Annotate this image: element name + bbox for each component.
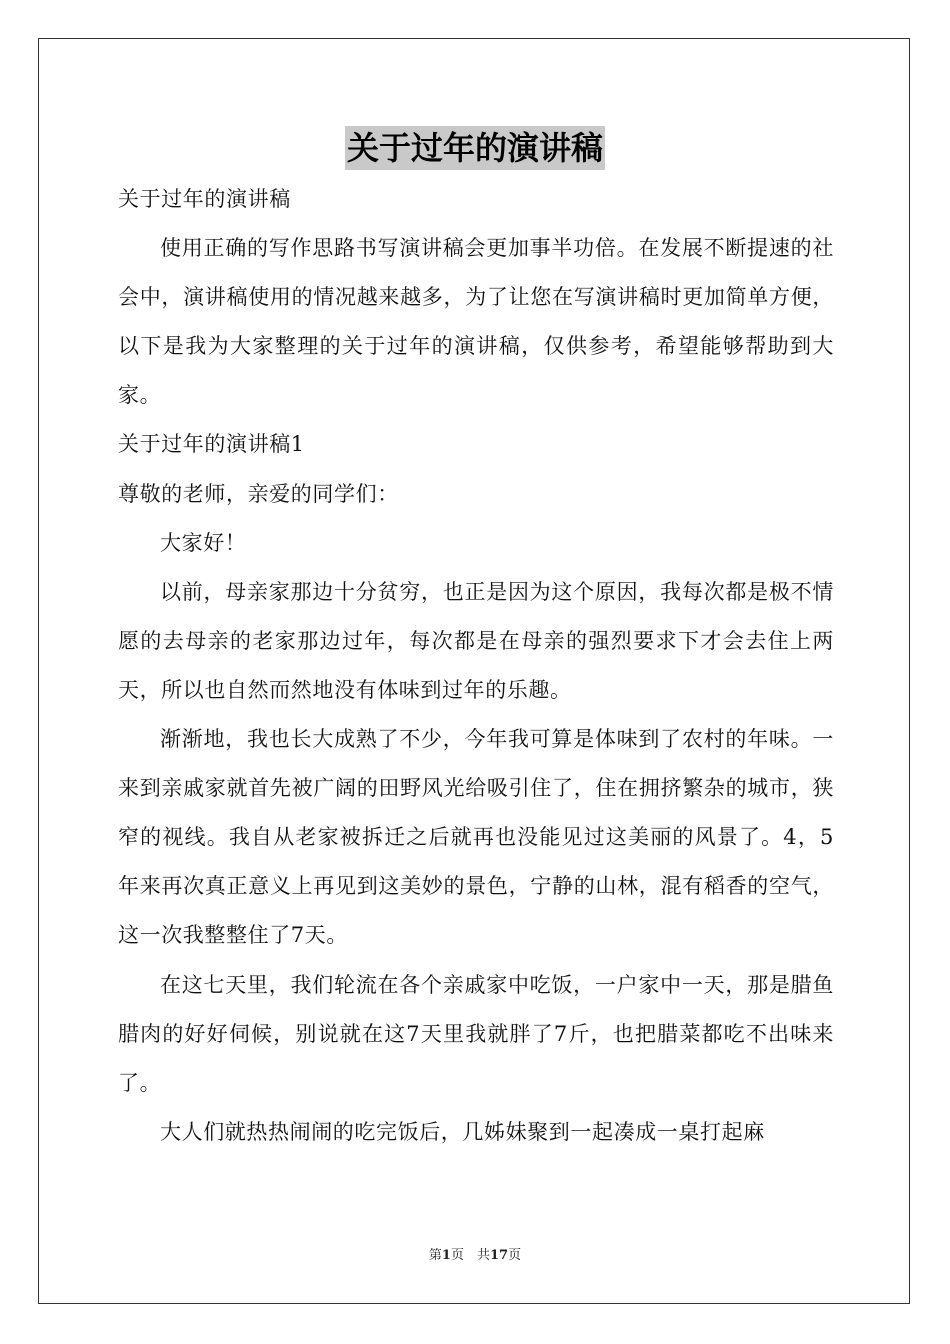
footer-page-suffix: 页	[508, 1248, 522, 1263]
paragraph-body-4: 大人们就热热闹闹的吃完饭后，几姊妹聚到一起凑成一桌打起麻	[160, 1119, 765, 1144]
paragraph-salutation: 尊敬的老师，亲爱的同学们：	[118, 481, 399, 506]
title-wrap	[0, 126, 950, 170]
paragraph-greeting: 大家好！	[160, 530, 247, 555]
paragraph-subtitle: 关于过年的演讲稿	[118, 187, 291, 211]
paragraph-body-1: 以前，母亲家那边十分贫穷，也正是因为这个原因，我每次都是极不情愿的去母亲的老家那边过年，每次都是在母亲的强烈要求下才会去住上两天，所以也自然而然地没有体味到过年的乐趣。	[118, 579, 834, 702]
paragraph-body-2: 渐渐地，我也长大成熟了不少，今年我可算是体味到了农村的年味。一来到亲戚家就首先被广阔的田野风光给吸引住了，住在拥挤繁杂的城市，狭窄的视线。我自从老家被拆迁之后就再也没能见过这美丽的风景了。4，5年来再次真正意义上再见到这美妙的景色，宁静的山林，混有稻香的空气，这一次我整整住了7天。	[118, 727, 834, 948]
paragraph-intro: 使用正确的写作思路书写演讲稿会更加事半功倍。在发展不断提速的社会中，演讲稿使用的情况越来越多，为了让您在写演讲稿时更加简单方便，以下是我为大家整理的关于过年的演讲稿，仅供参考，希望能够帮助到大家。	[118, 236, 834, 408]
footer-page-mid: 页 共	[450, 1248, 490, 1263]
footer-page-current: 1	[441, 1248, 451, 1263]
footer-page-prefix: 第	[428, 1248, 442, 1263]
paragraph-body-3: 在这七天里，我们轮流在各个亲戚家中吃饭，一户家中一天，那是腊鱼腊肉的好好伺候，别说就在这7天里我就胖了7斤，也把腊菜都吃不出味来了。	[118, 972, 834, 1095]
page-footer	[0, 1246, 950, 1266]
document-body	[118, 175, 834, 1157]
paragraph-section-heading: 关于过年的演讲稿1	[118, 432, 305, 457]
document-title: 关于过年的演讲稿	[345, 126, 605, 170]
footer-page-total: 17	[489, 1248, 509, 1263]
